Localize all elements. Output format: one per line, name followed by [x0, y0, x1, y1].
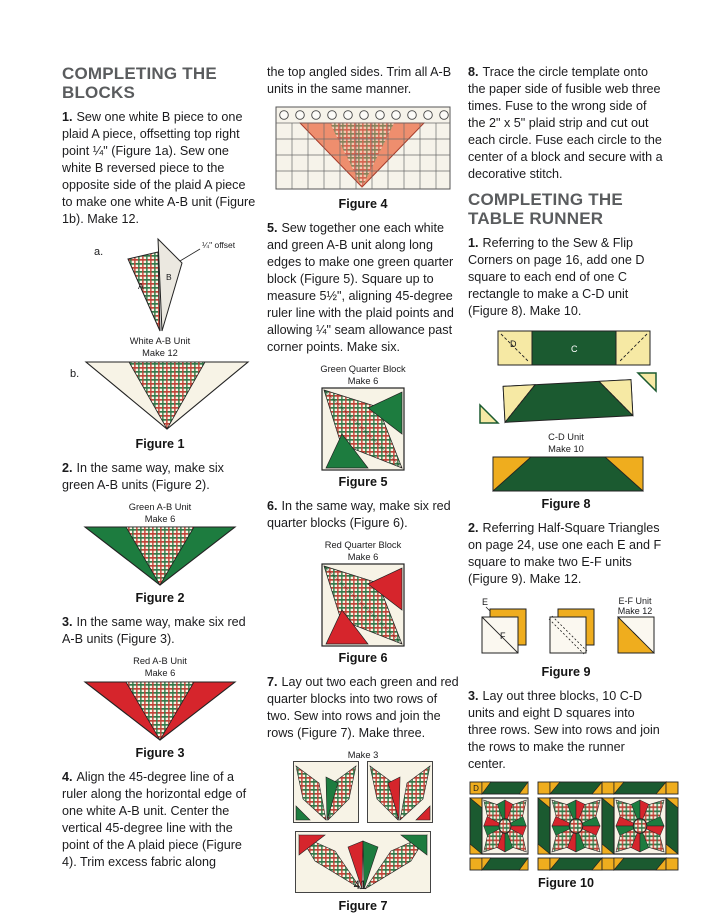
step-number: 2.	[468, 521, 479, 536]
fig1a-label: a.	[94, 246, 104, 259]
page-number: 41	[353, 880, 367, 892]
step-text: Trace the circle template onto the paper side of fusible web three times. Fuse to the wrong side of the 2" x 5" plaid strip and cut out each circle. Fuse each circle to the center of a block and secure with a decorative stitch.	[468, 65, 663, 181]
fig6-unit-make: Make 6	[347, 552, 379, 563]
fig2-unit-make: Make 6	[144, 514, 176, 525]
d-square-label: D	[473, 784, 479, 794]
plaid-a-piece	[128, 252, 160, 331]
trimmed-corner-left	[480, 405, 498, 423]
step-number: 2.	[62, 461, 73, 476]
step-8-blocks	[468, 64, 664, 183]
cd-unit-steps-diagram	[468, 327, 668, 431]
section-heading-blocks: COMPLETING THE BLOCKS	[62, 64, 217, 103]
step-number: 4.	[62, 769, 73, 784]
figure-2-caption: Figure 2	[135, 591, 185, 606]
figure-1a-diagram	[70, 235, 250, 335]
step-number: 6.	[267, 499, 278, 514]
step-3-runner	[468, 688, 664, 773]
step-number: 7.	[267, 675, 278, 690]
figure-5	[267, 363, 459, 489]
figure-2	[62, 501, 258, 605]
step-text: Referring to the Sew & Flip Corners on page 16, add one D square to each end of one C rectangle to make a C-D unit (Figure 8). Make 10.	[468, 236, 645, 319]
trim-step	[503, 380, 633, 423]
fig1b-label: b.	[70, 368, 80, 381]
step-text: In the same way, make six red quarter blocks (Figure 6).	[267, 499, 451, 531]
fig6-unit-title: Red Quarter Block	[324, 540, 402, 551]
offset-label: ¼" offset	[202, 240, 236, 251]
row-pair-red	[368, 762, 433, 823]
figure-1b-diagram	[62, 359, 258, 433]
figure-9-caption: Figure 9	[541, 665, 591, 680]
d-piece-label: D	[510, 339, 517, 350]
step-text: Lay out two each green and red quarter blocks into two rows of two. Sew into rows and join the rows (Figure 7). Make three.	[267, 675, 459, 741]
step-text: Sew together one each white and green A-B unit along long edges to make one green quarter block (Figure 5). Square up to measure 5½", aligning 45-degree ruler line with the plaid points and allowing ¼" seam allowance past corner points. Make six.	[267, 221, 454, 354]
step-2-blocks	[62, 460, 258, 494]
step-number: 3.	[468, 689, 479, 704]
fig9-unit-title: E-F Unit	[618, 596, 652, 607]
figure-3-caption: Figure 3	[135, 745, 185, 760]
green-quarter-block-diagram	[321, 387, 405, 471]
step-text: Align the 45-degree line of a ruler along the horizontal edge of one white A-B unit. Center the vertical 45-degree line with the point of the A plaid piece (Figure 4). Trim excess fabric along	[62, 769, 247, 869]
figure-10-caption: Figure 10	[538, 876, 594, 891]
column-2	[267, 64, 459, 922]
cd-unit-final-diagram	[468, 455, 668, 493]
red-quarter-block-diagram	[321, 563, 405, 647]
fig9-unit-make: Make 12	[617, 606, 653, 617]
step-4-blocks	[62, 769, 258, 871]
step-text: Referring Half-Square Triangles on page 24, use one each E and F square to make two E-F units (Figure 9). Make 12.	[468, 521, 662, 587]
ef-unit-steps-diagram	[468, 595, 668, 661]
figure-6	[267, 539, 459, 665]
figure-1	[62, 235, 258, 451]
step-number: 8.	[468, 65, 479, 79]
step-1-runner	[468, 235, 664, 320]
figure-10	[468, 780, 664, 890]
figure-7-caption: Figure 7	[338, 899, 388, 914]
block-rows-diagram	[293, 761, 433, 895]
step-3-blocks	[62, 614, 258, 648]
trimmed-corner-right	[638, 373, 656, 391]
step-text: In the same way, make six green A-B units (Figure 2).	[62, 461, 224, 493]
figure-5-caption: Figure 5	[338, 475, 388, 490]
figure-6-caption: Figure 6	[338, 651, 388, 666]
step-number: 1.	[468, 236, 479, 251]
step-number: 5.	[267, 221, 278, 235]
c-piece-label: C	[571, 344, 578, 355]
fig1-unit-make: Make 12	[142, 348, 178, 359]
fig1-unit-title: White A-B Unit	[129, 336, 191, 347]
ruler-trim-diagram	[274, 105, 452, 193]
column-3	[468, 64, 664, 922]
figure-3	[62, 655, 258, 759]
figure-9	[468, 595, 664, 679]
f-piece-label: F	[500, 631, 506, 642]
fig8-unit-title: C-D Unit	[548, 432, 584, 443]
fig3-unit-title: Red A-B Unit	[133, 656, 187, 667]
fig5-unit-title: Green Quarter Block	[320, 364, 406, 374]
section-heading-runner: COMPLETING THE TABLE RUNNER	[468, 190, 623, 229]
column-1	[62, 64, 258, 922]
step-number: 3.	[62, 615, 73, 630]
columns	[62, 64, 664, 922]
step-2-runner	[468, 520, 664, 588]
piece-a-label: A	[138, 281, 144, 292]
step-6-blocks	[267, 498, 459, 532]
step-4-continuation	[267, 64, 459, 98]
step-7-blocks	[267, 674, 459, 742]
step-1-blocks	[62, 109, 258, 228]
row-pair-green	[294, 762, 359, 823]
figure-4-caption: Figure 4	[338, 197, 388, 211]
e-piece-label: E	[482, 597, 489, 608]
figure-8	[468, 327, 664, 511]
figure-4	[267, 105, 459, 211]
step-5-blocks	[267, 220, 459, 356]
step-number: 1.	[62, 110, 73, 125]
runner-layout-diagram	[468, 780, 680, 872]
fig8-unit-make: Make 10	[548, 444, 584, 455]
white-b-piece	[158, 239, 182, 331]
fig5-unit-make: Make 6	[347, 376, 379, 387]
figure-1-caption: Figure 1	[135, 437, 185, 452]
step-text: Sew one white B piece to one plaid A piece, offsetting top right point ¼" (Figure 1a). Sew one white B reversed piece to the opposite side of the plaid A piece to make one white A-B unit (Figure 1b). Make 12.	[62, 110, 256, 227]
fig2-unit-title: Green A-B Unit	[128, 502, 192, 513]
green-ab-unit-diagram	[80, 525, 240, 587]
red-ab-unit-diagram	[80, 680, 240, 742]
fig3-unit-make: Make 6	[144, 668, 176, 679]
piece-b-label: B	[166, 272, 172, 283]
fig7-make-label: Make 3	[347, 750, 379, 761]
figure-8-caption: Figure 8	[541, 497, 591, 512]
step-text: Lay out three blocks, 10 C-D units and eight D squares into three rows. Sew into rows and join the rows to make the runner center.	[468, 689, 660, 772]
step-text: In the same way, make six red A-B units (Figure 3).	[62, 615, 246, 647]
step-text: the top angled sides. Trim all A-B units in the same manner.	[267, 65, 452, 96]
